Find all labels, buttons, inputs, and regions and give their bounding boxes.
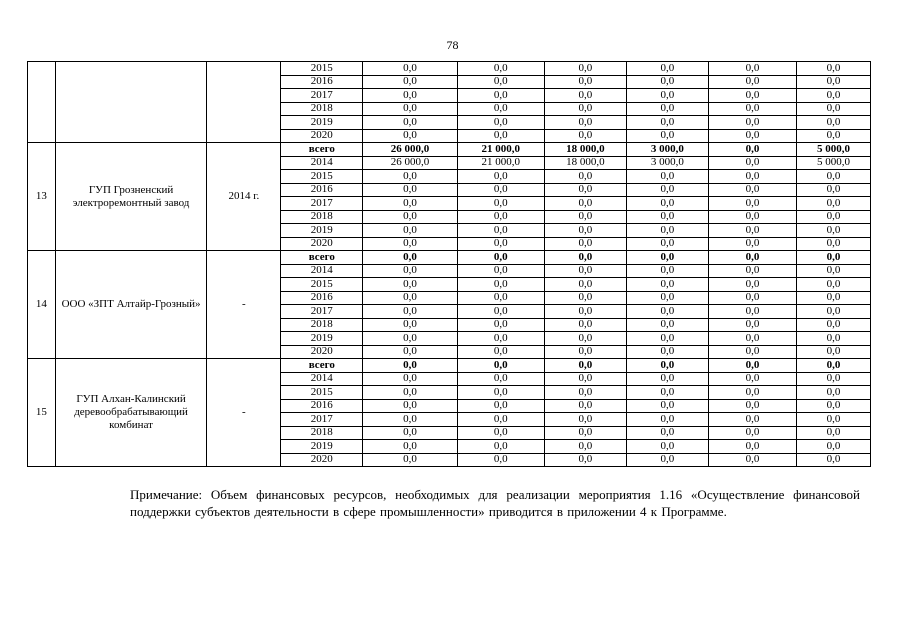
value-cell: 0,0 bbox=[544, 372, 626, 386]
value-cell: 0,0 bbox=[363, 291, 457, 305]
year-cell: 2020 bbox=[281, 237, 363, 251]
value-cell: 0,0 bbox=[626, 399, 708, 413]
value-cell: 0,0 bbox=[544, 386, 626, 400]
value-cell: 0,0 bbox=[626, 237, 708, 251]
value-cell: 0,0 bbox=[708, 143, 796, 157]
period-cell: 2014 г. bbox=[207, 143, 281, 251]
value-cell: 0,0 bbox=[626, 251, 708, 265]
value-cell: 0,0 bbox=[363, 413, 457, 427]
value-cell: 0,0 bbox=[457, 440, 544, 454]
value-cell: 0,0 bbox=[544, 345, 626, 359]
value-cell: 0,0 bbox=[363, 440, 457, 454]
value-cell: 0,0 bbox=[457, 332, 544, 346]
value-cell: 0,0 bbox=[708, 89, 796, 103]
value-cell: 0,0 bbox=[797, 210, 871, 224]
enterprise-name-cell: ООО «ЗПТ Алтайр-Грозный» bbox=[55, 251, 207, 359]
value-cell: 0,0 bbox=[708, 278, 796, 292]
value-cell: 0,0 bbox=[626, 75, 708, 89]
year-cell: 2019 bbox=[281, 116, 363, 130]
value-cell: 0,0 bbox=[544, 426, 626, 440]
value-cell: 0,0 bbox=[457, 210, 544, 224]
value-cell: 0,0 bbox=[457, 291, 544, 305]
year-cell: 2016 bbox=[281, 291, 363, 305]
value-cell: 0,0 bbox=[457, 345, 544, 359]
value-cell: 0,0 bbox=[457, 116, 544, 130]
enterprise-name-cell: ГУП Алхан-Калинский деревообрабатывающий комбинат bbox=[55, 359, 207, 467]
value-cell: 21 000,0 bbox=[457, 156, 544, 170]
value-cell: 0,0 bbox=[544, 183, 626, 197]
value-cell: 3 000,0 bbox=[626, 156, 708, 170]
value-cell: 0,0 bbox=[708, 197, 796, 211]
value-cell: 0,0 bbox=[457, 75, 544, 89]
row-number-cell: 14 bbox=[28, 251, 56, 359]
value-cell: 26 000,0 bbox=[363, 143, 457, 157]
value-cell: 5 000,0 bbox=[797, 156, 871, 170]
value-cell: 0,0 bbox=[457, 170, 544, 184]
value-cell: 0,0 bbox=[544, 332, 626, 346]
total-row bbox=[28, 143, 871, 157]
value-cell: 0,0 bbox=[626, 89, 708, 103]
year-cell: всего bbox=[281, 359, 363, 373]
value-cell: 0,0 bbox=[363, 264, 457, 278]
year-cell: 2016 bbox=[281, 183, 363, 197]
year-cell: 2015 bbox=[281, 278, 363, 292]
value-cell: 0,0 bbox=[457, 264, 544, 278]
value-cell: 0,0 bbox=[544, 453, 626, 467]
value-cell: 0,0 bbox=[708, 237, 796, 251]
value-cell: 0,0 bbox=[708, 413, 796, 427]
value-cell: 0,0 bbox=[544, 305, 626, 319]
year-cell: 2016 bbox=[281, 75, 363, 89]
value-cell: 0,0 bbox=[708, 440, 796, 454]
value-cell: 0,0 bbox=[363, 75, 457, 89]
value-cell: 0,0 bbox=[626, 453, 708, 467]
value-cell: 0,0 bbox=[457, 386, 544, 400]
value-cell: 0,0 bbox=[797, 170, 871, 184]
value-cell: 0,0 bbox=[626, 291, 708, 305]
value-cell: 0,0 bbox=[708, 62, 796, 76]
year-cell: 2015 bbox=[281, 62, 363, 76]
year-cell: 2019 bbox=[281, 440, 363, 454]
value-cell: 0,0 bbox=[797, 102, 871, 116]
value-cell: 0,0 bbox=[363, 251, 457, 265]
value-cell: 0,0 bbox=[544, 278, 626, 292]
value-cell: 0,0 bbox=[797, 453, 871, 467]
value-cell: 0,0 bbox=[797, 426, 871, 440]
value-cell: 0,0 bbox=[626, 359, 708, 373]
value-cell: 0,0 bbox=[544, 75, 626, 89]
value-cell: 0,0 bbox=[797, 372, 871, 386]
value-cell: 0,0 bbox=[626, 426, 708, 440]
value-cell: 0,0 bbox=[457, 453, 544, 467]
row-number-cell: 13 bbox=[28, 143, 56, 251]
row-number-cell: 15 bbox=[28, 359, 56, 467]
value-cell: 0,0 bbox=[457, 197, 544, 211]
value-cell: 0,0 bbox=[457, 278, 544, 292]
year-cell: всего bbox=[281, 251, 363, 265]
value-cell: 0,0 bbox=[797, 386, 871, 400]
total-row bbox=[28, 359, 871, 373]
value-cell: 0,0 bbox=[708, 305, 796, 319]
value-cell: 0,0 bbox=[363, 386, 457, 400]
value-cell: 0,0 bbox=[363, 345, 457, 359]
value-cell: 0,0 bbox=[708, 264, 796, 278]
value-cell: 0,0 bbox=[544, 440, 626, 454]
period-cell: - bbox=[207, 359, 281, 467]
value-cell: 0,0 bbox=[457, 224, 544, 238]
value-cell: 0,0 bbox=[708, 359, 796, 373]
value-cell: 0,0 bbox=[708, 291, 796, 305]
value-cell: 0,0 bbox=[544, 291, 626, 305]
table-row bbox=[28, 62, 871, 76]
value-cell: 0,0 bbox=[363, 359, 457, 373]
value-cell: 0,0 bbox=[363, 278, 457, 292]
value-cell: 0,0 bbox=[363, 210, 457, 224]
year-cell: 2017 bbox=[281, 305, 363, 319]
value-cell: 0,0 bbox=[626, 129, 708, 143]
value-cell: 0,0 bbox=[544, 89, 626, 103]
year-cell: 2015 bbox=[281, 170, 363, 184]
value-cell: 0,0 bbox=[797, 332, 871, 346]
value-cell: 0,0 bbox=[457, 237, 544, 251]
continuation-date-cell bbox=[207, 62, 281, 143]
value-cell: 0,0 bbox=[544, 170, 626, 184]
value-cell: 0,0 bbox=[363, 89, 457, 103]
value-cell: 0,0 bbox=[626, 210, 708, 224]
value-cell: 0,0 bbox=[797, 251, 871, 265]
value-cell: 0,0 bbox=[457, 102, 544, 116]
value-cell: 0,0 bbox=[708, 345, 796, 359]
value-cell: 0,0 bbox=[708, 102, 796, 116]
value-cell: 0,0 bbox=[544, 197, 626, 211]
value-cell: 0,0 bbox=[797, 129, 871, 143]
value-cell: 0,0 bbox=[797, 197, 871, 211]
value-cell: 0,0 bbox=[544, 318, 626, 332]
value-cell: 0,0 bbox=[457, 426, 544, 440]
value-cell: 0,0 bbox=[626, 183, 708, 197]
value-cell: 0,0 bbox=[708, 210, 796, 224]
value-cell: 18 000,0 bbox=[544, 156, 626, 170]
value-cell: 0,0 bbox=[457, 183, 544, 197]
value-cell: 0,0 bbox=[626, 224, 708, 238]
value-cell: 0,0 bbox=[363, 372, 457, 386]
value-cell: 0,0 bbox=[797, 345, 871, 359]
value-cell: 0,0 bbox=[363, 426, 457, 440]
value-cell: 0,0 bbox=[797, 183, 871, 197]
value-cell: 0,0 bbox=[363, 170, 457, 184]
value-cell: 0,0 bbox=[708, 372, 796, 386]
value-cell: 0,0 bbox=[708, 399, 796, 413]
year-cell: 2018 bbox=[281, 426, 363, 440]
value-cell: 0,0 bbox=[708, 426, 796, 440]
year-cell: 2014 bbox=[281, 264, 363, 278]
value-cell: 21 000,0 bbox=[457, 143, 544, 157]
year-cell: 2019 bbox=[281, 332, 363, 346]
value-cell: 0,0 bbox=[797, 278, 871, 292]
value-cell: 0,0 bbox=[797, 116, 871, 130]
value-cell: 0,0 bbox=[626, 345, 708, 359]
value-cell: 0,0 bbox=[457, 318, 544, 332]
value-cell: 5 000,0 bbox=[797, 143, 871, 157]
value-cell: 0,0 bbox=[797, 318, 871, 332]
continuation-num-cell bbox=[28, 62, 56, 143]
year-cell: 2017 bbox=[281, 197, 363, 211]
year-cell: 2018 bbox=[281, 102, 363, 116]
year-cell: 2020 bbox=[281, 129, 363, 143]
year-cell: 2019 bbox=[281, 224, 363, 238]
value-cell: 0,0 bbox=[626, 318, 708, 332]
value-cell: 0,0 bbox=[708, 170, 796, 184]
value-cell: 0,0 bbox=[457, 372, 544, 386]
value-cell: 0,0 bbox=[797, 440, 871, 454]
value-cell: 0,0 bbox=[797, 291, 871, 305]
value-cell: 0,0 bbox=[626, 102, 708, 116]
value-cell: 0,0 bbox=[457, 413, 544, 427]
value-cell: 0,0 bbox=[544, 224, 626, 238]
value-cell: 0,0 bbox=[708, 116, 796, 130]
value-cell: 0,0 bbox=[797, 264, 871, 278]
value-cell: 0,0 bbox=[797, 305, 871, 319]
value-cell: 0,0 bbox=[544, 264, 626, 278]
value-cell: 0,0 bbox=[708, 156, 796, 170]
value-cell: 0,0 bbox=[544, 399, 626, 413]
value-cell: 0,0 bbox=[708, 453, 796, 467]
value-cell: 0,0 bbox=[544, 102, 626, 116]
value-cell: 0,0 bbox=[797, 224, 871, 238]
value-cell: 0,0 bbox=[708, 183, 796, 197]
value-cell: 0,0 bbox=[708, 75, 796, 89]
enterprise-name-cell: ГУП Грозненский электроремонтный завод bbox=[55, 143, 207, 251]
continuation-name-cell bbox=[55, 62, 207, 143]
year-cell: 2018 bbox=[281, 318, 363, 332]
value-cell: 0,0 bbox=[626, 413, 708, 427]
year-cell: 2014 bbox=[281, 372, 363, 386]
value-cell: 0,0 bbox=[363, 237, 457, 251]
value-cell: 0,0 bbox=[626, 170, 708, 184]
year-cell: 2018 bbox=[281, 210, 363, 224]
year-cell: всего bbox=[281, 143, 363, 157]
value-cell: 0,0 bbox=[797, 413, 871, 427]
year-cell: 2014 bbox=[281, 156, 363, 170]
value-cell: 0,0 bbox=[708, 386, 796, 400]
value-cell: 0,0 bbox=[544, 413, 626, 427]
value-cell: 0,0 bbox=[363, 224, 457, 238]
value-cell: 0,0 bbox=[363, 305, 457, 319]
year-cell: 2016 bbox=[281, 399, 363, 413]
value-cell: 0,0 bbox=[544, 210, 626, 224]
value-cell: 0,0 bbox=[544, 116, 626, 130]
value-cell: 0,0 bbox=[363, 318, 457, 332]
value-cell: 0,0 bbox=[363, 116, 457, 130]
value-cell: 0,0 bbox=[544, 237, 626, 251]
year-cell: 2020 bbox=[281, 345, 363, 359]
value-cell: 18 000,0 bbox=[544, 143, 626, 157]
value-cell: 0,0 bbox=[544, 359, 626, 373]
value-cell: 0,0 bbox=[626, 278, 708, 292]
value-cell: 0,0 bbox=[457, 305, 544, 319]
value-cell: 0,0 bbox=[708, 318, 796, 332]
total-row bbox=[28, 251, 871, 265]
value-cell: 0,0 bbox=[708, 224, 796, 238]
value-cell: 0,0 bbox=[626, 197, 708, 211]
footnote: Примечание: Объем финансовых ресурсов, необходимых для реализации мероприятия 1.16 «Осуществление финансовой поддержки субъектов деятельности в сфере промышленности» приводится в приложении 4 к Программе. bbox=[130, 487, 860, 519]
value-cell: 0,0 bbox=[457, 62, 544, 76]
value-cell: 0,0 bbox=[797, 359, 871, 373]
year-cell: 2020 bbox=[281, 453, 363, 467]
value-cell: 0,0 bbox=[626, 332, 708, 346]
value-cell: 26 000,0 bbox=[363, 156, 457, 170]
value-cell: 0,0 bbox=[626, 440, 708, 454]
value-cell: 0,0 bbox=[457, 129, 544, 143]
value-cell: 0,0 bbox=[797, 89, 871, 103]
value-cell: 0,0 bbox=[797, 399, 871, 413]
value-cell: 0,0 bbox=[457, 399, 544, 413]
financing-table bbox=[27, 61, 871, 467]
value-cell: 0,0 bbox=[626, 372, 708, 386]
value-cell: 0,0 bbox=[708, 129, 796, 143]
value-cell: 0,0 bbox=[363, 62, 457, 76]
value-cell: 0,0 bbox=[708, 332, 796, 346]
value-cell: 0,0 bbox=[626, 62, 708, 76]
value-cell: 0,0 bbox=[797, 75, 871, 89]
period-cell: - bbox=[207, 251, 281, 359]
year-cell: 2017 bbox=[281, 89, 363, 103]
value-cell: 3 000,0 bbox=[626, 143, 708, 157]
value-cell: 0,0 bbox=[363, 332, 457, 346]
value-cell: 0,0 bbox=[544, 62, 626, 76]
year-cell: 2015 bbox=[281, 386, 363, 400]
value-cell: 0,0 bbox=[363, 129, 457, 143]
value-cell: 0,0 bbox=[797, 237, 871, 251]
value-cell: 0,0 bbox=[363, 453, 457, 467]
value-cell: 0,0 bbox=[457, 359, 544, 373]
value-cell: 0,0 bbox=[363, 399, 457, 413]
value-cell: 0,0 bbox=[457, 89, 544, 103]
value-cell: 0,0 bbox=[626, 386, 708, 400]
value-cell: 0,0 bbox=[363, 197, 457, 211]
value-cell: 0,0 bbox=[363, 102, 457, 116]
value-cell: 0,0 bbox=[544, 129, 626, 143]
value-cell: 0,0 bbox=[457, 251, 544, 265]
page-number: 78 bbox=[446, 38, 459, 52]
value-cell: 0,0 bbox=[626, 264, 708, 278]
value-cell: 0,0 bbox=[708, 251, 796, 265]
value-cell: 0,0 bbox=[797, 62, 871, 76]
value-cell: 0,0 bbox=[626, 116, 708, 130]
value-cell: 0,0 bbox=[626, 305, 708, 319]
year-cell: 2017 bbox=[281, 413, 363, 427]
value-cell: 0,0 bbox=[363, 183, 457, 197]
value-cell: 0,0 bbox=[544, 251, 626, 265]
